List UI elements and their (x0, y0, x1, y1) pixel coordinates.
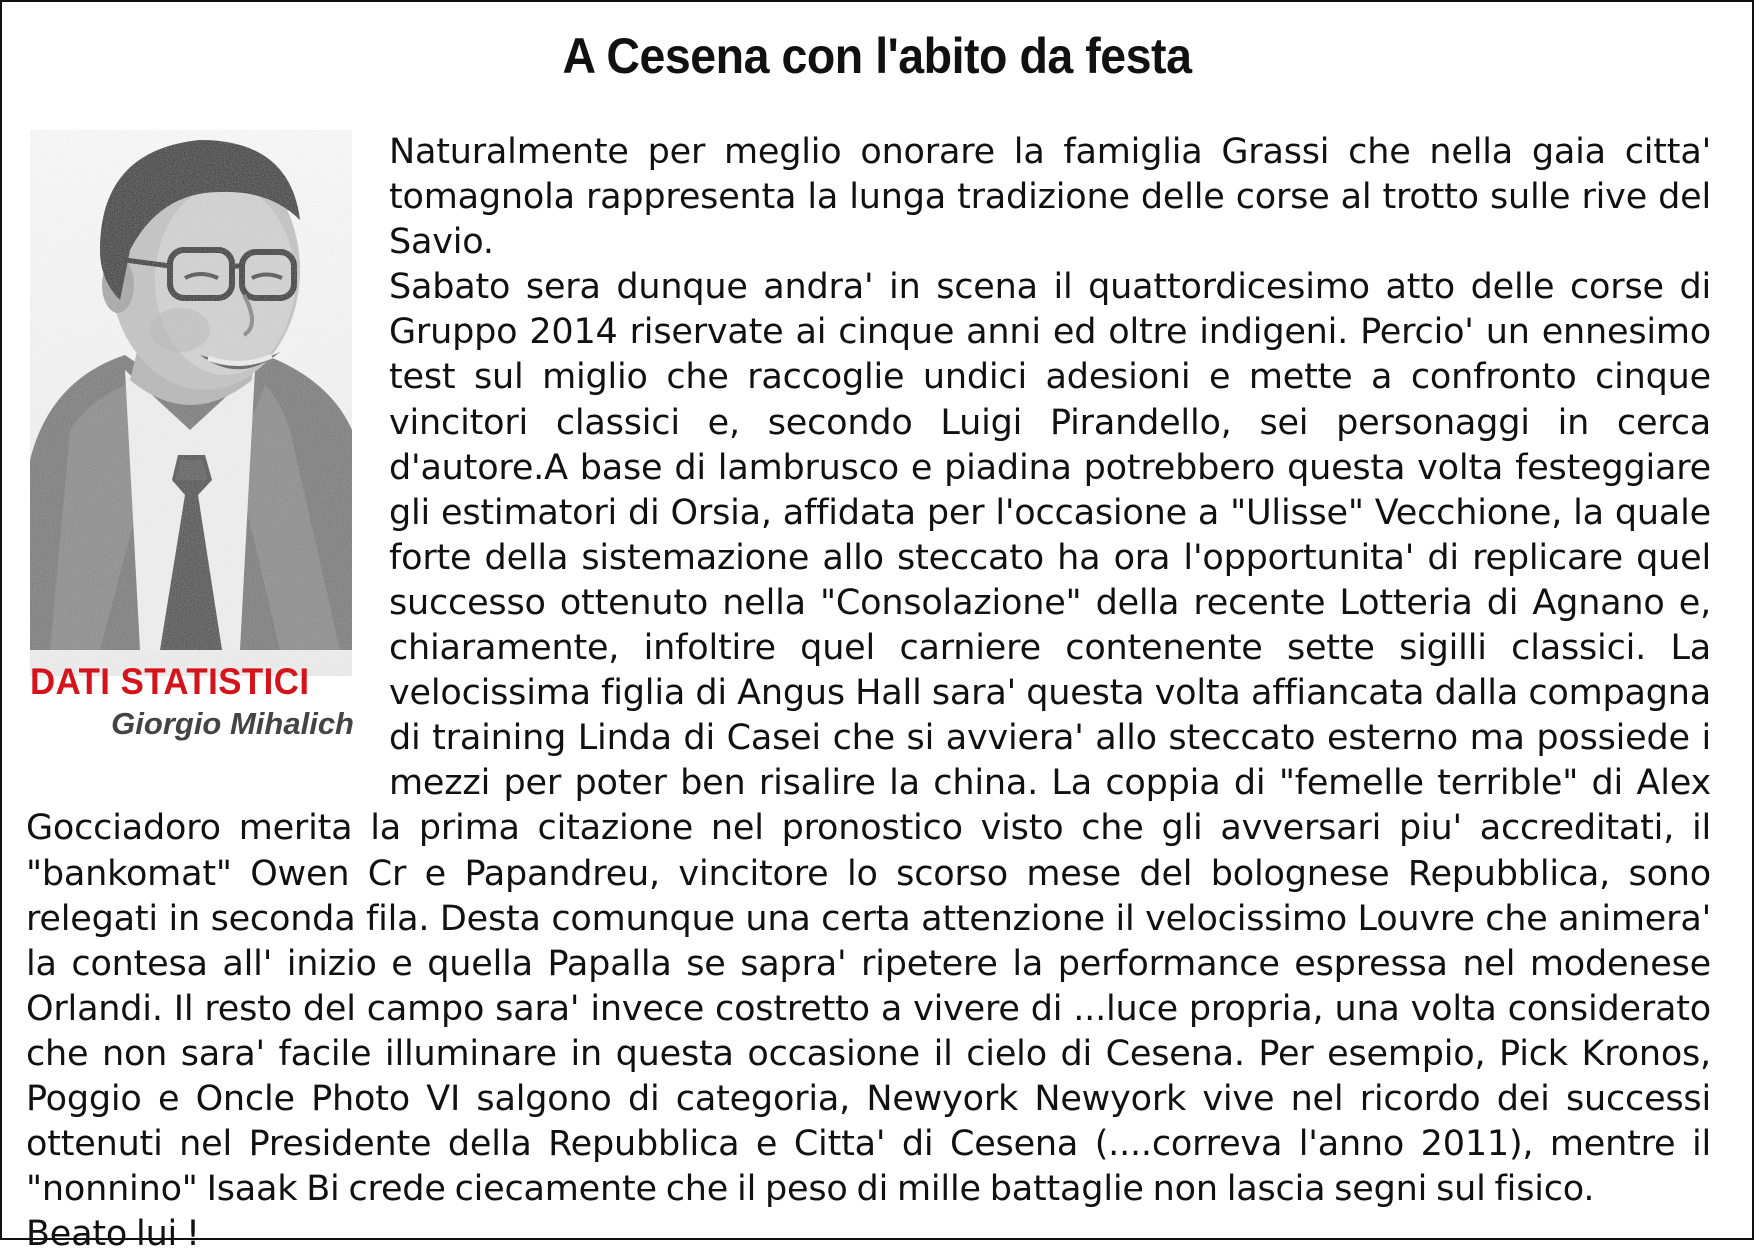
section-label: DATI STATISTICI (30, 661, 310, 702)
article-paragraph-1: Naturalmente per meglio onorare la famiglia Grassi che nella gaia citta' tomagnola rappresenta la lunga tradizione delle corse al trotto sulle rive del Savio. (389, 132, 1711, 263)
article-body (26, 130, 1711, 1257)
article-paragraph-2: Sabato sera dunque andra' in scena il quattordicesimo atto delle corse di Gruppo 2014 riservate ai cinque anni ed oltre indigeni. Percio' un ennesimo test sul miglio che raccoglie undici adesioni e mette a confronto cinque vincitori classici e, secondo Luigi Pirandello, sei personaggi in cerca d'autore.A base di lambrusco e piadina potrebbero questa volta festeggiare gli estimatori di Orsia, affidata per l'occasione a "Ulisse" Vecchione, la quale forte della sistemazione allo steccato ha ora l'opportunita' di replicare quel successo ottenuto nella "Consolazione" della recente Lotteria di Agnano e, chiaramente, infoltire quel carniere contenente sette sigilli classici. La velocissima figlia di Angus Hall sara' questa volta affiancata dalla compagna di training Linda di Casei che si avviera' allo steccato esterno ma possiede i mezzi per poter ben risalire la china. La coppia di "femelle terrible" di Alex Gocciadoro merita la prima citazione nel pronostico visto che gli avversari piu' accreditati, il "bankomat" Owen Cr e Papandreu, vincitore lo scorso mese del bolognese Repubblica, sono relegati in seconda fila. Desta comunque una certa attenzione il velocissimo Louvre che animera' la contesa all' inizio e quella Papalla se sapra' ripetere la performance espressa nel modenese Orlandi. Il resto del campo sara' invece costretto a vivere di ...luce propria, una volta considerato che non sara' facile illuminare in questa occasione il cielo di Cesena. Per esempio, Pick Kronos, Poggio e Oncle Photo VI salgono di categoria, Newyork Newyork vive nel ricordo dei successi ottenuti nel Presidente della Repubblica e Citta' di Cesena (....correva l'anno 2011), mentre il "nonnino" Isaak Bi crede ciecamente che il peso di mille battaglie non lascia segni sul fisico. (26, 267, 1711, 1210)
photo-spacer (26, 130, 389, 806)
author-name: Giorgio Mihalich (111, 706, 354, 741)
article-title: A Cesena con l'abito da festa (562, 28, 1192, 84)
article-paragraph-3: Beato lui ! (26, 1214, 200, 1255)
